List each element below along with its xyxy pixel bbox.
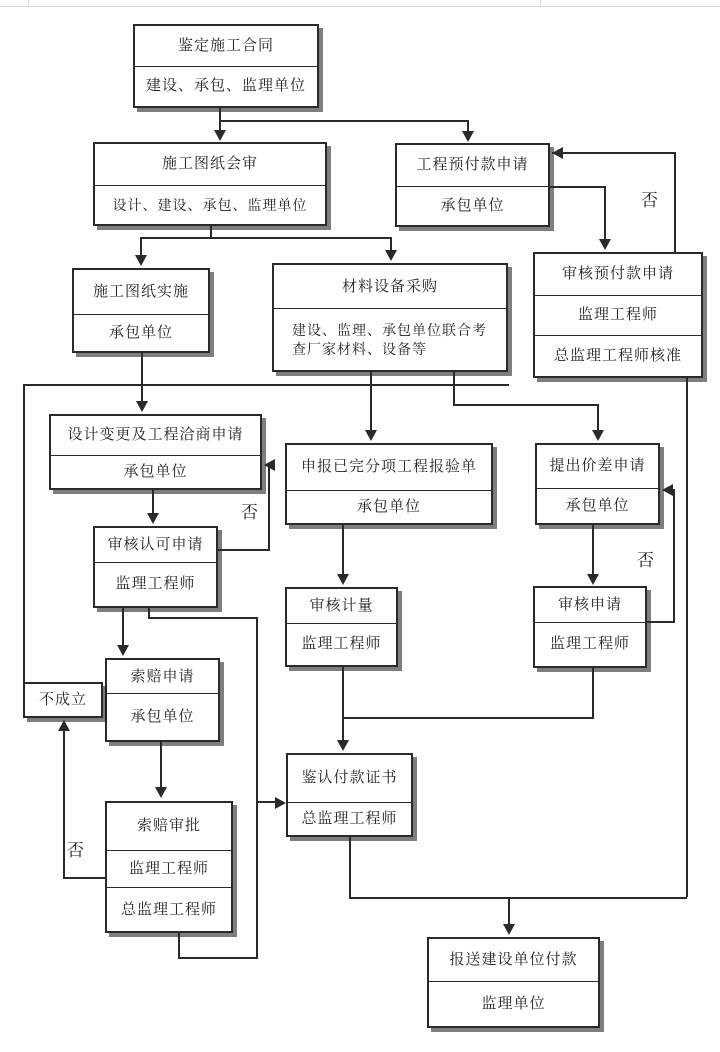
connector-line — [256, 617, 258, 957]
box-title: 索赔申请 — [130, 667, 195, 685]
arrowhead-icon — [552, 147, 563, 159]
connector-line — [268, 464, 270, 551]
flow-box-approval-review — [93, 526, 218, 608]
arrowhead-icon — [337, 574, 349, 585]
connector-line — [592, 668, 594, 719]
arrowhead-icon — [587, 574, 599, 585]
box-title: 报送建设单位付款 — [449, 950, 578, 968]
box-title: 施工图纸会审 — [161, 155, 258, 173]
decision-label-no-design-change: 否 — [241, 503, 259, 522]
box-role: 承包单位 — [397, 186, 548, 225]
crop-hairline — [0, 6, 720, 7]
box-role: 承包单位 — [287, 490, 491, 523]
arrowhead-icon — [147, 513, 159, 524]
flow-box-claim-approval — [105, 801, 233, 933]
box-title: 施工图纸实施 — [92, 282, 189, 300]
box-title: 索赔审批 — [136, 817, 201, 835]
box-role: 监理工程师 — [95, 562, 216, 606]
connector-line — [453, 372, 455, 406]
arrowhead-icon — [462, 131, 474, 142]
flow-box-payment-certificate — [286, 753, 413, 837]
flow-box-application-review — [533, 586, 647, 668]
connector-line — [23, 384, 25, 682]
box-title: 鉴认付款证书 — [301, 769, 398, 787]
arrowhead-icon — [503, 924, 515, 935]
flow-box-design-change — [49, 414, 262, 490]
decision-label-no-prepayment: 否 — [641, 191, 659, 210]
crop-hairline — [540, 0, 541, 7]
connector-line — [453, 404, 599, 406]
arrowhead-icon — [214, 130, 226, 141]
arrowhead-icon — [385, 250, 397, 261]
connector-line — [552, 152, 676, 154]
box-role: 总监理工程师 — [288, 802, 411, 835]
box-title: 审核计量 — [309, 596, 374, 614]
flow-box-completed-inspection — [285, 443, 493, 525]
box-title: 审核预付款申请 — [561, 265, 674, 283]
box-title: 申报已完分项工程报验单 — [300, 458, 477, 476]
box-role: 总监理工程师核准 — [535, 335, 701, 376]
connector-line — [342, 667, 344, 746]
box-title: 设计变更及工程洽商申请 — [67, 426, 244, 444]
box-role: 监理工程师 — [107, 850, 231, 888]
connector-line — [342, 525, 344, 580]
box-role: 承包单位 — [74, 314, 208, 351]
arrowhead-icon — [275, 797, 286, 809]
arrowhead-icon — [599, 239, 611, 250]
connector-line — [370, 372, 372, 436]
arrowhead-icon — [337, 740, 349, 751]
box-role: 设计、建设、承包、监理单位 — [95, 185, 325, 224]
flow-box-sign-contract — [133, 24, 319, 108]
box-title: 不成立 — [38, 690, 87, 708]
flow-box-drawing-implementation — [72, 268, 210, 353]
box-title: 工程预付款申请 — [416, 156, 529, 174]
box-role: 承包单位 — [51, 455, 260, 488]
connector-line — [673, 489, 675, 623]
connector-line — [63, 877, 107, 879]
box-title: 审核申请 — [557, 595, 622, 613]
connector-line — [141, 353, 143, 407]
flow-box-submit-payment — [427, 937, 600, 1028]
box-title: 提出价差申请 — [549, 457, 646, 475]
connector-line — [148, 617, 258, 619]
box-role: 监理单位 — [429, 981, 598, 1026]
box-title: 鉴定施工合同 — [177, 36, 274, 54]
box-role: 建设、监理、承包单位联合考查厂家材料、设备等 — [274, 308, 506, 370]
flow-box-drawing-review — [93, 142, 327, 226]
crop-hairline — [28, 0, 29, 7]
decision-label-no-price-difference: 否 — [637, 551, 655, 570]
flow-box-prepayment-application — [395, 143, 550, 227]
connector-line — [674, 153, 676, 252]
connector-line — [686, 378, 688, 897]
connector-line — [178, 957, 258, 959]
connector-line — [140, 237, 391, 239]
box-role: 总监理工程师 — [107, 887, 231, 931]
flow-box-material-procurement — [272, 263, 508, 372]
decision-label-no-claim: 否 — [67, 841, 85, 860]
connector-line — [604, 186, 606, 245]
connector-line — [550, 186, 606, 188]
flow-box-not-established — [23, 682, 103, 718]
connector-line — [218, 549, 270, 551]
box-role: 建设、承包、监理单位 — [135, 66, 317, 106]
box-role: 承包单位 — [107, 693, 218, 740]
box-role: 承包单位 — [537, 488, 658, 523]
box-role: 监理工程师 — [287, 623, 396, 665]
arrowhead-icon — [365, 430, 377, 441]
arrowhead-icon — [264, 459, 275, 471]
connector-line — [219, 120, 468, 122]
arrowhead-icon — [117, 645, 129, 656]
arrowhead-icon — [136, 401, 148, 412]
flow-box-price-difference — [535, 443, 660, 525]
arrowhead-icon — [58, 720, 70, 731]
connector-line — [647, 621, 675, 623]
arrowhead-icon — [662, 484, 673, 496]
box-title: 材料设备采购 — [341, 277, 438, 295]
arrowhead-icon — [155, 787, 167, 798]
flow-box-prepayment-review — [533, 252, 703, 378]
connector-line — [342, 717, 594, 719]
connector-line — [178, 933, 180, 959]
connector-line — [349, 837, 351, 898]
box-title: 审核认可申请 — [107, 535, 204, 553]
connector-line — [349, 897, 687, 899]
box-role: 监理工程师 — [535, 295, 701, 336]
flow-box-claim-application — [105, 658, 220, 742]
connector-line — [592, 525, 594, 580]
connector-line — [63, 722, 65, 879]
connector-line — [23, 384, 509, 386]
flow-box-measurement-review — [285, 587, 398, 667]
box-role: 监理工程师 — [535, 622, 645, 666]
arrowhead-icon — [592, 430, 604, 441]
arrowhead-icon — [135, 255, 147, 266]
connector-line — [160, 742, 162, 793]
